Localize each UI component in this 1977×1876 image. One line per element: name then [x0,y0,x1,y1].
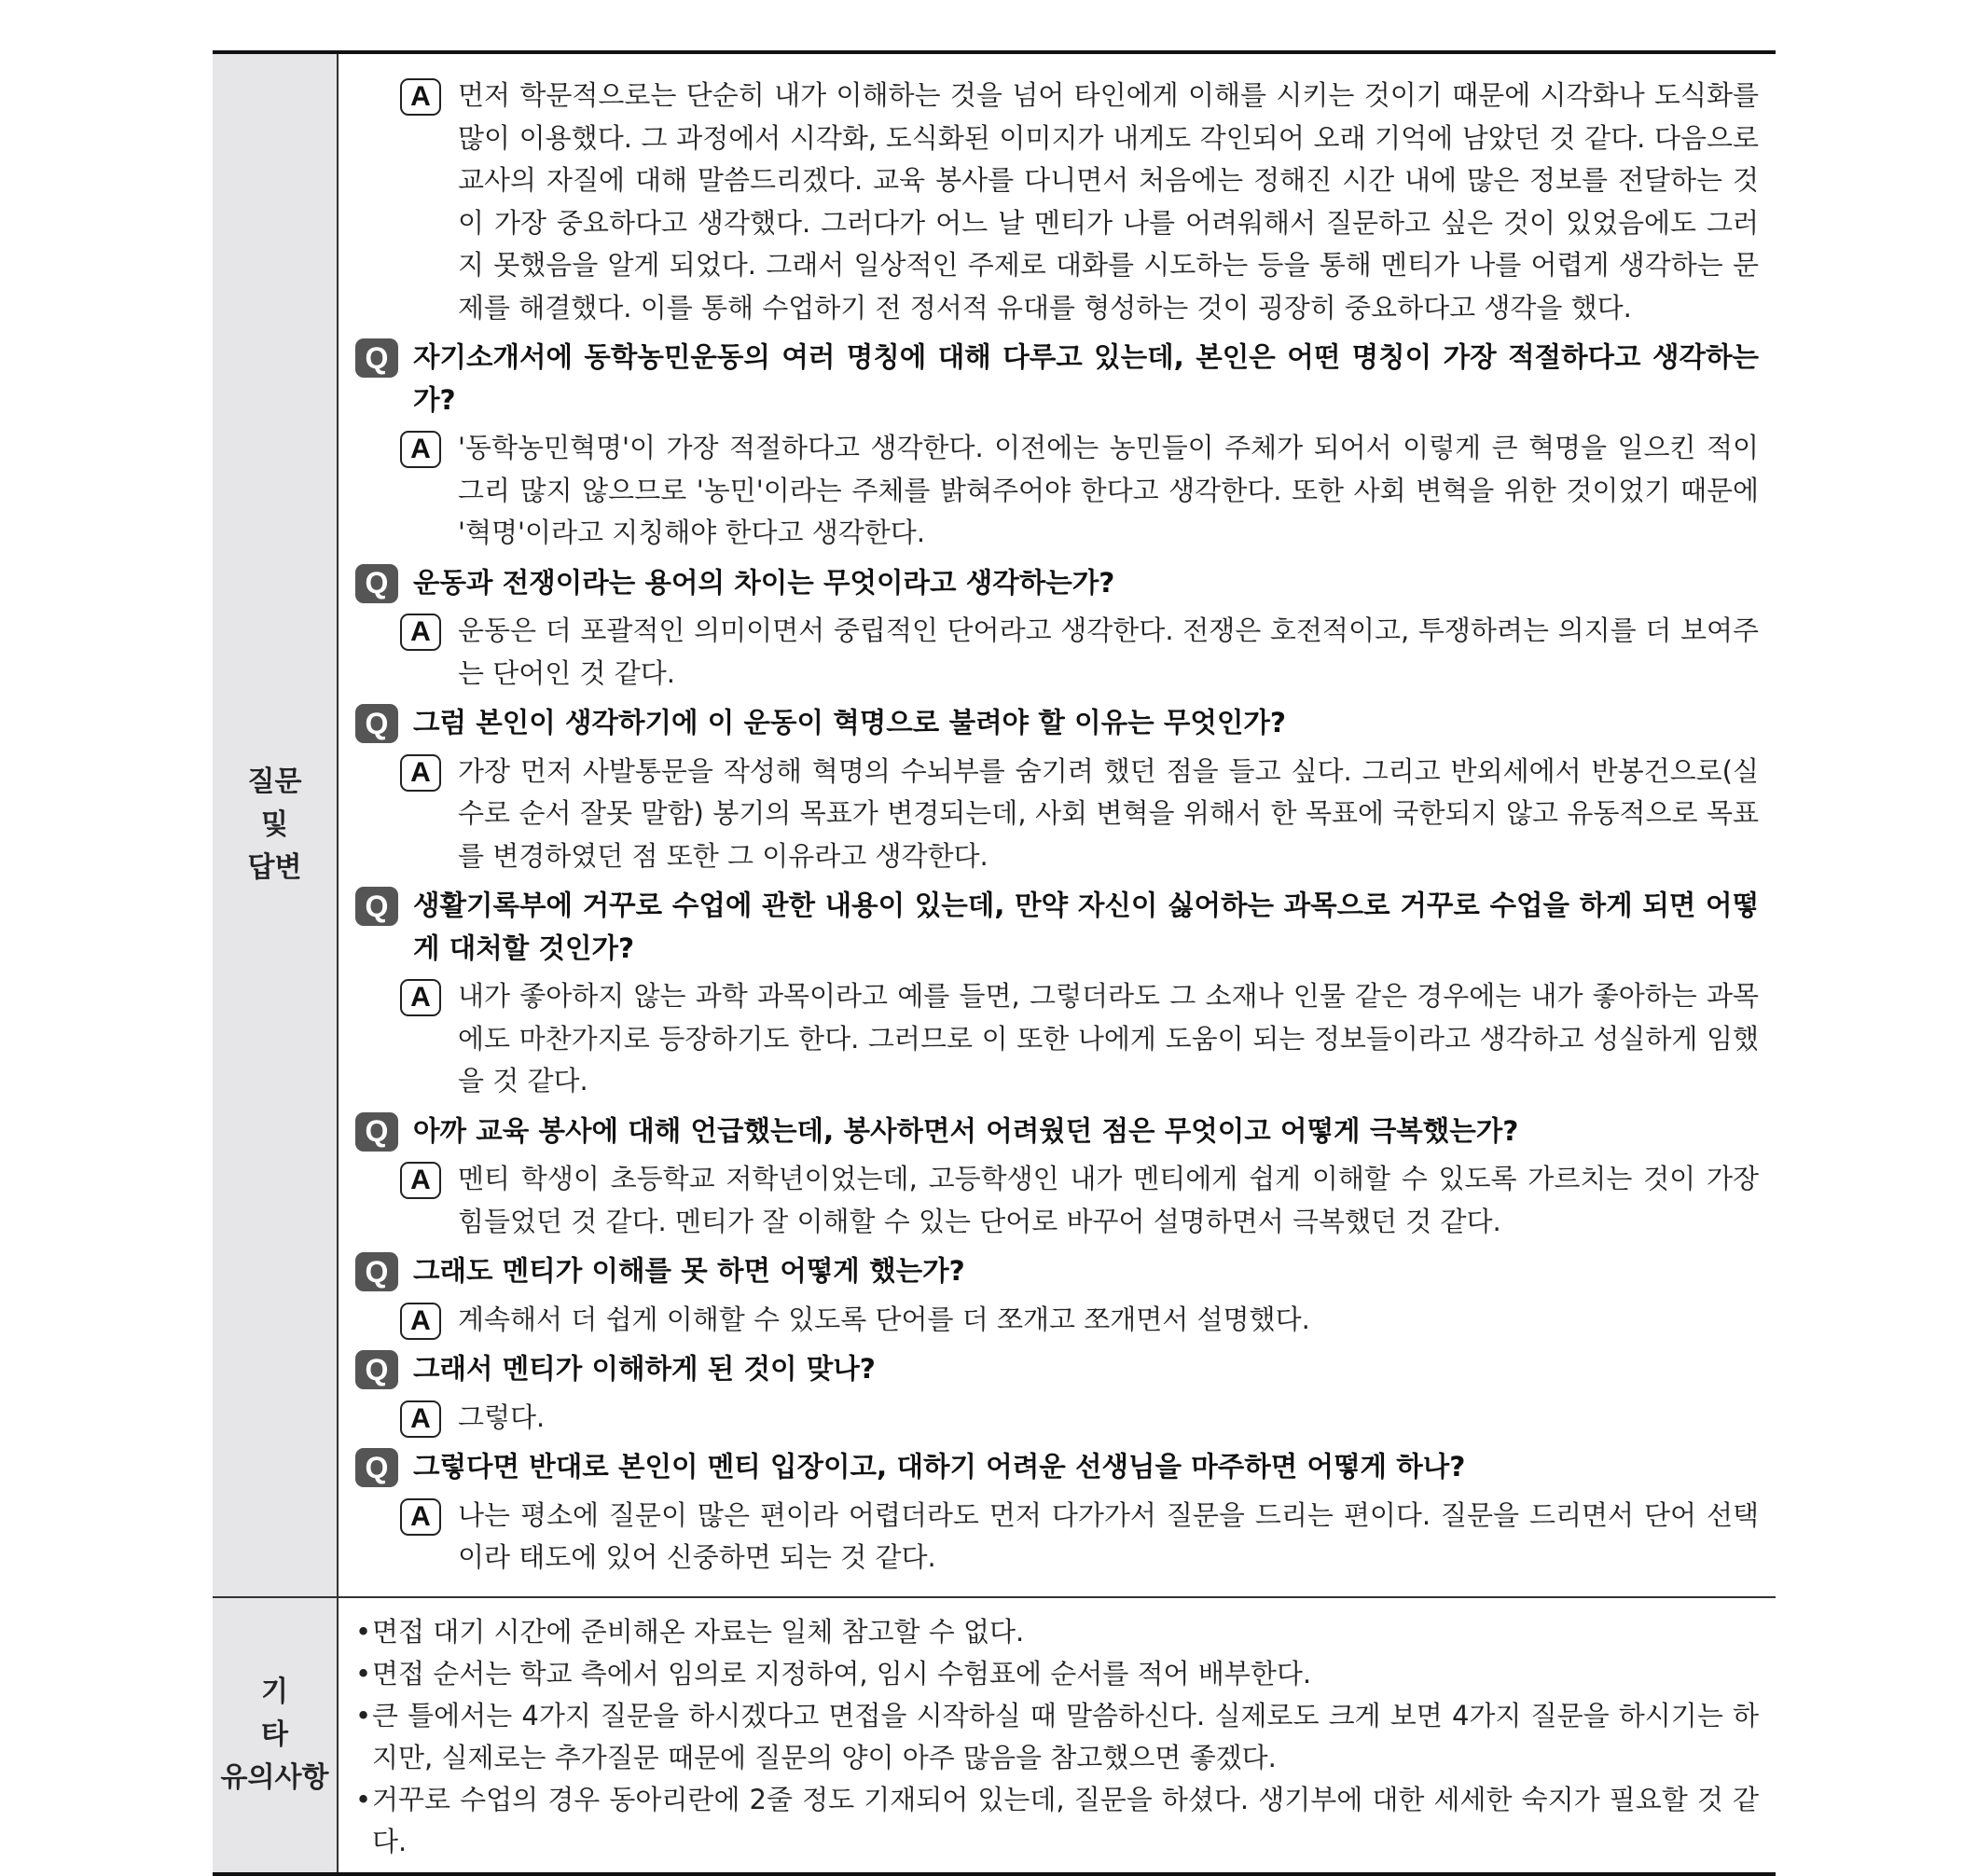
note-text: 거꾸로 수업의 경우 동아리란에 2줄 정도 기재되어 있는데, 질문을 하셨다. 생기부에 대한 세세한 숙지가 필요할 것 같다. [372,1783,1759,1857]
qa-label-line-1: 질문 [247,765,302,798]
question-text: 아까 교육 봉사에 대해 언급했는데, 봉사하면서 어려웠던 점은 무엇이고 어떻게 극복했는가? [413,1114,1519,1147]
qa-section-label [213,54,339,1596]
q-badge-icon: Q [355,564,398,603]
question-item [355,1348,1759,1391]
answer-text: 그렇다. [458,1400,546,1433]
answer-text: 가장 먼저 사발통문을 작성해 혁명의 수뇌부를 숨기려 했던 점을 들고 싶다. 그리고 반외세에서 반봉건으로(실수로 순서 잘못 말함) 봉기의 목표가 변경되는데, 사회 변혁을 위해서 한 목표에 국한되지 않고 유동적으로 목표를 변경하였던 점 또한 그 이유라고 생각한다. [458,754,1759,872]
question-text: 그래서 멘티가 이해하게 된 것이 맞나? [413,1353,876,1385]
question-item [355,562,1759,605]
answer-text: 계속해서 더 쉽게 이해할 수 있도록 단어를 더 쪼개고 쪼개면서 설명했다. [458,1303,1310,1335]
a-badge-icon: A [400,1400,441,1438]
question-text: 자기소개서에 동학농민운동의 여러 명칭에 대해 다루고 있는데, 본인은 어떤 명칭이 가장 적절하다고 생각하는가? [413,341,1759,416]
question-text: 생활기록부에 거꾸로 수업에 관한 내용이 있는데, 만약 자신이 싫어하는 과목으로 거꾸로 수업을 하게 되면 어떻게 대처할 것인가? [413,890,1759,964]
answer-item [400,427,1759,555]
qa-row [213,54,1776,1596]
note-item [355,1779,1759,1863]
q-badge-icon: Q [355,704,398,743]
qa-label-line-3: 답변 [247,850,302,884]
question-item [355,1250,1759,1293]
q-badge-icon: Q [355,338,398,378]
question-item [355,337,1759,421]
note-text: 면접 대기 시간에 준비해온 자료는 일체 참고할 수 없다. [372,1615,1025,1648]
note-item [355,1653,1759,1695]
q-badge-icon: Q [355,1252,398,1291]
a-badge-icon: A [400,1498,441,1536]
notes-section-label [213,1598,339,1872]
qa-list [339,54,1776,1596]
a-badge-icon: A [400,614,441,651]
answer-text: 나는 평소에 질문이 많은 편이라 어렵더라도 먼저 다가가서 질문을 드리는 편이다. 질문을 드리면서 단어 선택이라 태도에 있어 신중하면 되는 것 같다. [458,1498,1759,1573]
notes-row [213,1596,1776,1872]
answer-item [400,975,1759,1103]
question-text: 운동과 전쟁이라는 용어의 차이는 무엇이라고 생각하는가? [413,566,1115,599]
answer-item [400,610,1759,695]
q-badge-icon: Q [355,1112,398,1152]
answer-item [400,1158,1759,1243]
bullet-icon: • [355,1699,372,1731]
answer-item [400,1495,1759,1579]
a-badge-icon: A [400,1162,441,1199]
answer-item [400,75,1759,329]
notes-label-line-2: 유의사항 [220,1760,329,1794]
a-badge-icon: A [400,979,441,1016]
question-item [355,885,1759,970]
question-text: 그럼 본인이 생각하기에 이 운동이 혁명으로 불려야 할 이유는 무엇인가? [413,707,1286,738]
q-badge-icon: Q [355,1448,398,1487]
question-item [355,1446,1759,1489]
question-text: 그렇다면 반대로 본인이 멘티 입장이고, 대하기 어려운 선생님을 마주하면 어떻게 하나? [413,1451,1466,1483]
notes-content [339,1598,1776,1872]
qa-label-line-2: 및 [261,807,288,841]
answer-text: 멘티 학생이 초등학교 저학년이었는데, 고등학생인 내가 멘티에게 쉽게 이해할 수 있도록 가르치는 것이 가장 힘들었던 것 같다. 멘티가 잘 이해할 수 있는 단어로 바꾸어 설명하면서 극복했던 것 같다. [458,1163,1759,1237]
answer-item [400,1397,1759,1440]
question-item [355,1110,1759,1153]
note-item [355,1695,1759,1779]
bullet-icon: • [355,1783,372,1815]
note-item [355,1611,1759,1653]
answer-text: 먼저 학문적으로는 단순히 내가 이해하는 것을 넘어 타인에게 이해를 시키는 것이기 때문에 시각화나 도식화를 많이 이용했다. 그 과정에서 시각화, 도식화된 이미지가 내게도 각인되어 오래 기억에 남았던 것 같다. 다음으로 교사의 자질에 대해 말씀드리겠다. 교육 봉사를 다니면서 처음에는 정해진 시간 내에 많은 정보를 전달하는 것이 가장 중요하다고 생각했다. 그러다가 어느 날 멘티가 나를 어려워해서 질문하고 싶은 것이 있었음에도 그러지 못했음을 알게 되었다. 그래서 일상적인 주제로 대화를 시도하는 등을 통해 멘티가 나를 어렵게 생각하는 문제를 해결했다. 이를 통해 수업하기 전 정서적 유대를 형성하는 것이 굉장히 중요하다고 생각을 했다. [458,79,1760,324]
interview-table [213,50,1776,1876]
a-badge-icon: A [400,431,441,468]
question-text: 그래도 멘티가 이해를 못 하면 어떻게 했는가? [413,1255,965,1287]
notes-label-line-1: 기 타 [261,1675,314,1751]
a-badge-icon: A [400,78,441,116]
answer-text: 운동은 더 포괄적인 의미이면서 중립적인 단어라고 생각한다. 전쟁은 호전적이고, 투쟁하려는 의지를 더 보여주는 단어인 것 같다. [458,614,1759,689]
note-text: 큰 틀에서는 4가지 질문을 하시겠다고 면접을 시작하실 때 말씀하신다. 실제로도 크게 보면 4가지 질문을 하시기는 하지만, 실제로는 추가질문 때문에 질문의 양이 아주 많음을 참고했으면 좋겠다. [372,1699,1759,1773]
answer-item [400,751,1759,878]
answer-item [400,1299,1759,1342]
bullet-icon: • [355,1657,372,1690]
a-badge-icon: A [400,1303,441,1340]
answer-text: 내가 좋아하지 않는 과학 과목이라고 예를 들면, 그렇더라도 그 소재나 인물 같은 경우에는 내가 좋아하는 과목에도 마찬가지로 등장하기도 한다. 그러므로 이 또한 나에게 도움이 되는 정보들이라고 생각하고 성실하게 임했을 것 같다. [458,980,1759,1097]
bullet-icon: • [355,1615,372,1648]
q-badge-icon: Q [355,1350,398,1389]
notes-list [355,1611,1759,1863]
a-badge-icon: A [400,754,441,792]
answer-text: '동학농민혁명'이 가장 적절하다고 생각한다. 이전에는 농민들이 주체가 되어서 이렇게 큰 혁명을 일으킨 적이 그리 많지 않으므로 '농민'이라는 주체를 밝혀주어야 한다고 생각한다. 또한 사회 변혁을 위한 것이었기 때문에 '혁명'이라고 지칭해야 한다고 생각한다. [458,432,1759,548]
note-text: 면접 순서는 학교 측에서 임의로 지정하여, 임시 수험표에 순서를 적어 배부한다. [372,1657,1312,1690]
question-item [355,702,1759,745]
q-badge-icon: Q [355,887,398,926]
